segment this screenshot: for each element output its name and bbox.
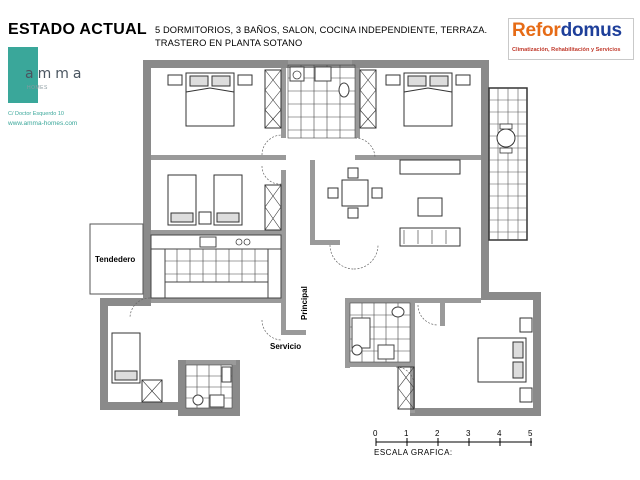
scale-tick-0: 0 xyxy=(373,429,378,438)
label-principal: Principal xyxy=(300,286,309,320)
scale-tick-5: 5 xyxy=(528,429,533,438)
scale-tick-3: 3 xyxy=(466,429,471,438)
refordomus-tagline: Climatización, Rehabilitación y Servicios xyxy=(512,47,621,53)
refordomus-name-part1: Refor xyxy=(512,20,561,41)
amma-logo-sub: HOMES xyxy=(27,85,48,91)
label-servicio: Servicio xyxy=(270,342,302,351)
bedroom-1-furniture xyxy=(168,70,281,128)
label-tendedero: Tendedero xyxy=(95,255,136,264)
refordomus-name-part2: domus xyxy=(560,20,622,41)
bedroom-3-furniture xyxy=(168,175,281,230)
terrace xyxy=(489,88,527,240)
living-room-furniture xyxy=(328,160,460,246)
scale-tick-2: 2 xyxy=(435,429,440,438)
bedroom-2-furniture xyxy=(360,70,470,128)
bathroom-3 xyxy=(186,365,232,408)
amma-website[interactable]: www.amma-homes.com xyxy=(8,120,78,127)
kitchen xyxy=(151,235,281,298)
bedroom-4-furniture xyxy=(398,318,532,409)
scale-tick-labels xyxy=(373,429,533,438)
amma-address: C/ Doctor Esquerdo 10 xyxy=(8,111,64,117)
bathroom-1 xyxy=(288,65,355,138)
page-title: ESTADO ACTUAL xyxy=(8,21,148,38)
graphic-scale xyxy=(376,438,532,446)
description-line-2: TRASTERO EN PLANTA SOTANO xyxy=(155,38,303,48)
description-line-1: 5 DORMITORIOS, 3 BAÑOS, SALON, COCINA INDEPENDIENTE, TERRAZA. xyxy=(155,25,488,35)
bathroom-2 xyxy=(350,303,410,362)
scale-title: ESCALA GRAFICA: xyxy=(374,448,453,457)
scale-tick-1: 1 xyxy=(404,429,409,438)
bedroom-5-furniture xyxy=(112,333,162,402)
amma-logo-name: amma xyxy=(25,66,86,82)
scale-tick-4: 4 xyxy=(497,429,502,438)
